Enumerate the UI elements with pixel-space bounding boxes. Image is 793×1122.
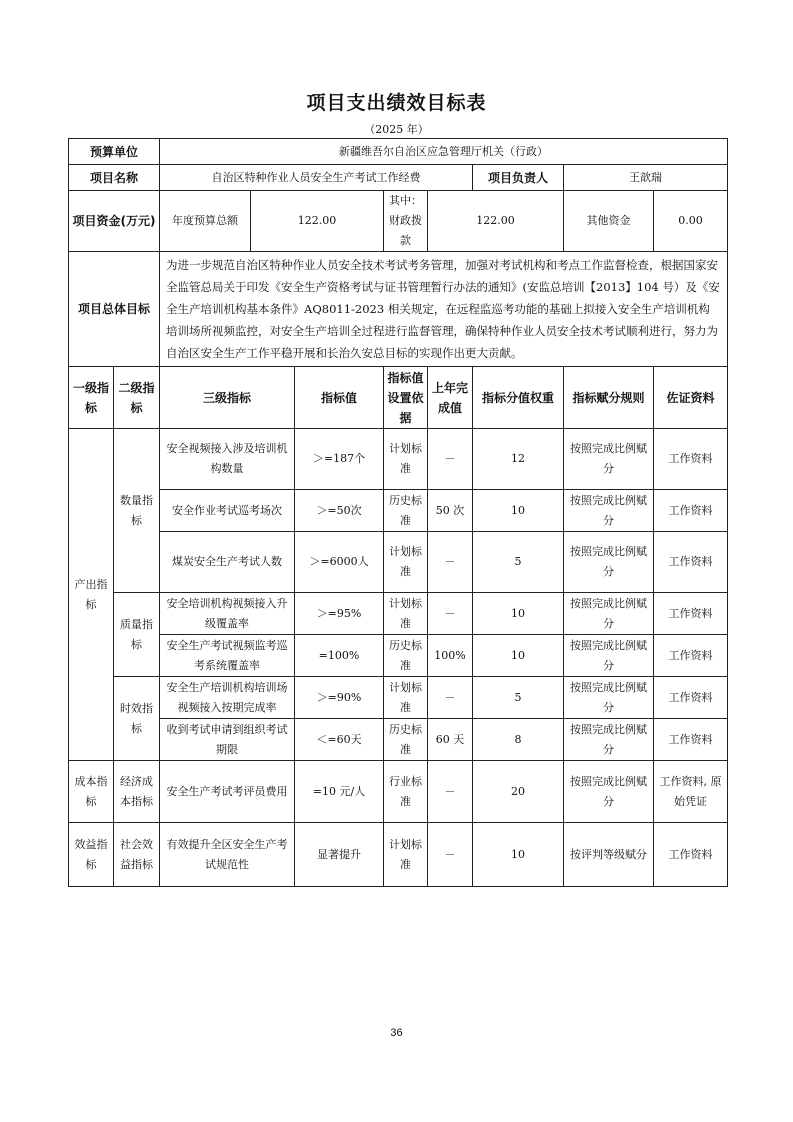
project-fund-label: 项目资金(万元) (69, 191, 160, 252)
table-row (69, 677, 728, 719)
header-level1: 一级指标 (69, 367, 114, 429)
header-evidence: 佐证资料 (654, 367, 728, 429)
indicator-weight: 10 (473, 593, 564, 635)
indicator-last: － (428, 823, 473, 887)
indicator-value: =100% (295, 635, 384, 677)
indicator-last: － (428, 761, 473, 823)
indicator-rule: 按照完成比例赋分 (564, 593, 654, 635)
group-quantity: 数量指标 (114, 429, 160, 593)
table-row (69, 719, 728, 761)
indicator-weight: 10 (473, 490, 564, 532)
indicator-value: ＞=50次 (295, 490, 384, 532)
header-value: 指标值 (295, 367, 384, 429)
indicator-value: =10 元/人 (295, 761, 384, 823)
indicator-value: ＞=6000人 (295, 532, 384, 593)
project-name-label: 项目名称 (69, 165, 160, 191)
fiscal-grant-value: 122.00 (428, 191, 564, 252)
indicator-evidence: 工作资料 (654, 635, 728, 677)
indicator-rule: 按照完成比例赋分 (564, 761, 654, 823)
indicator-weight: 20 (473, 761, 564, 823)
indicator-name: 安全生产考试考评员费用 (160, 761, 295, 823)
header-rule: 指标赋分规则 (564, 367, 654, 429)
header-level3: 三级指标 (160, 367, 295, 429)
budget-unit-value: 新疆维吾尔自治区应急管理厅机关（行政） (160, 139, 728, 165)
budget-unit-row (69, 139, 728, 165)
indicator-basis: 计划标准 (384, 823, 428, 887)
header-last-year: 上年完成值 (428, 367, 473, 429)
indicator-rule: 按照完成比例赋分 (564, 429, 654, 490)
project-name-value: 自治区特种作业人员安全生产考试工作经费 (160, 165, 473, 191)
indicator-basis: 历史标准 (384, 635, 428, 677)
indicator-evidence: 工作资料 (654, 677, 728, 719)
indicator-basis: 计划标准 (384, 532, 428, 593)
indicator-rule: 按照完成比例赋分 (564, 490, 654, 532)
indicator-basis: 行业标准 (384, 761, 428, 823)
header-level2: 二级指标 (114, 367, 160, 429)
indicator-last: 50 次 (428, 490, 473, 532)
indicator-value: ＜=60天 (295, 719, 384, 761)
group-quality: 质量指标 (114, 593, 160, 677)
other-funds-label: 其他资金 (564, 191, 654, 252)
table-row (69, 429, 728, 490)
table-row (69, 490, 728, 532)
project-name-row (69, 165, 728, 191)
fiscal-grant-label: 其中：财政拨款 (384, 191, 428, 252)
indicator-weight: 5 (473, 677, 564, 719)
indicator-rule: 按照完成比例赋分 (564, 677, 654, 719)
group-economic-cost: 经济成本指标 (114, 761, 160, 823)
indicator-last: － (428, 677, 473, 719)
group-output: 产出指标 (69, 429, 114, 761)
indicator-name: 收到考试申请到组织考试期限 (160, 719, 295, 761)
page-number: 36 (390, 1027, 403, 1039)
indicator-last: 60 天 (428, 719, 473, 761)
project-leader-value: 王歆瑞 (564, 165, 728, 191)
indicator-weight: 10 (473, 823, 564, 887)
table-row (69, 823, 728, 887)
indicator-weight: 5 (473, 532, 564, 593)
indicator-basis: 计划标准 (384, 429, 428, 490)
indicator-value: ＞=187个 (295, 429, 384, 490)
indicator-name: 煤炭安全生产考试人数 (160, 532, 295, 593)
indicator-name: 安全培训机构视频接入升级覆盖率 (160, 593, 295, 635)
indicator-weight: 8 (473, 719, 564, 761)
indicator-evidence: 工作资料 (654, 823, 728, 887)
group-social-benefit: 社会效益指标 (114, 823, 160, 887)
performance-table (68, 138, 728, 887)
indicator-last: － (428, 532, 473, 593)
page-title: 项目支出绩效目标表 (306, 92, 487, 114)
indicator-rule: 按照完成比例赋分 (564, 719, 654, 761)
indicator-basis: 计划标准 (384, 593, 428, 635)
header-weight: 指标分值权重 (473, 367, 564, 429)
table-row (69, 761, 728, 823)
indicator-evidence: 工作资料 (654, 490, 728, 532)
indicator-name: 安全生产培训机构培训场视频接入按期完成率 (160, 677, 295, 719)
project-leader-label: 项目负责人 (473, 165, 564, 191)
header-basis: 指标值设置依据 (384, 367, 428, 429)
indicator-evidence: 工作资料, 原始凭证 (654, 761, 728, 823)
other-funds-value: 0.00 (654, 191, 728, 252)
indicator-last: － (428, 429, 473, 490)
indicator-name: 有效提升全区安全生产考试规范性 (160, 823, 295, 887)
indicator-rule: 按照完成比例赋分 (564, 532, 654, 593)
year-label: （2025 年） (364, 123, 429, 136)
indicator-evidence: 工作资料 (654, 719, 728, 761)
indicator-evidence: 工作资料 (654, 429, 728, 490)
indicator-rule: 按照完成比例赋分 (564, 635, 654, 677)
annual-budget-value: 122.00 (251, 191, 384, 252)
indicator-rule: 按评判等级赋分 (564, 823, 654, 887)
group-cost: 成本指标 (69, 761, 114, 823)
indicator-name: 安全视频接入涉及培训机构数量 (160, 429, 295, 490)
indicator-value: ＞=95% (295, 593, 384, 635)
indicator-last: － (428, 593, 473, 635)
project-fund-row (69, 191, 728, 252)
budget-unit-label: 预算单位 (69, 139, 160, 165)
overall-goal-text: 为进一步规范自治区特种作业人员安全技术考试考务管理，加强对考试机构和考点工作监督检查，根据国家安全监管总局关于印发《安全生产资格考试与证书管理暂行办法的通知》(安监总培训【2013】104 号）及《安全生产培训机构基本条件》AQ8011-2023 相关规定，在远程监巡考功能的基础上拟接入安全生产培训机构培训场所视频监控，对安全生产培训全过程进行监督管理，确保特种作业人员安全技术考试顺利进行，努力为自治区安全生产工作平稳开展和长治久安总目标的实现作出更大贡献。 (160, 252, 728, 367)
indicator-weight: 10 (473, 635, 564, 677)
table-row (69, 532, 728, 593)
indicator-header-row (69, 367, 728, 429)
indicator-basis: 历史标准 (384, 719, 428, 761)
indicator-weight: 12 (473, 429, 564, 490)
indicator-evidence: 工作资料 (654, 593, 728, 635)
group-timeliness: 时效指标 (114, 677, 160, 761)
indicator-basis: 历史标准 (384, 490, 428, 532)
indicator-value: 显著提升 (295, 823, 384, 887)
overall-goal-label: 项目总体目标 (69, 252, 160, 367)
overall-goal-row (69, 252, 728, 367)
indicator-evidence: 工作资料 (654, 532, 728, 593)
indicator-value: ＞=90% (295, 677, 384, 719)
indicator-basis: 计划标准 (384, 677, 428, 719)
indicator-name: 安全作业考试巡考场次 (160, 490, 295, 532)
table-row (69, 593, 728, 635)
group-benefit: 效益指标 (69, 823, 114, 887)
table-row (69, 635, 728, 677)
indicator-last: 100% (428, 635, 473, 677)
annual-budget-label: 年度预算总额 (160, 191, 251, 252)
indicator-name: 安全生产考试视频监考巡考系统覆盖率 (160, 635, 295, 677)
